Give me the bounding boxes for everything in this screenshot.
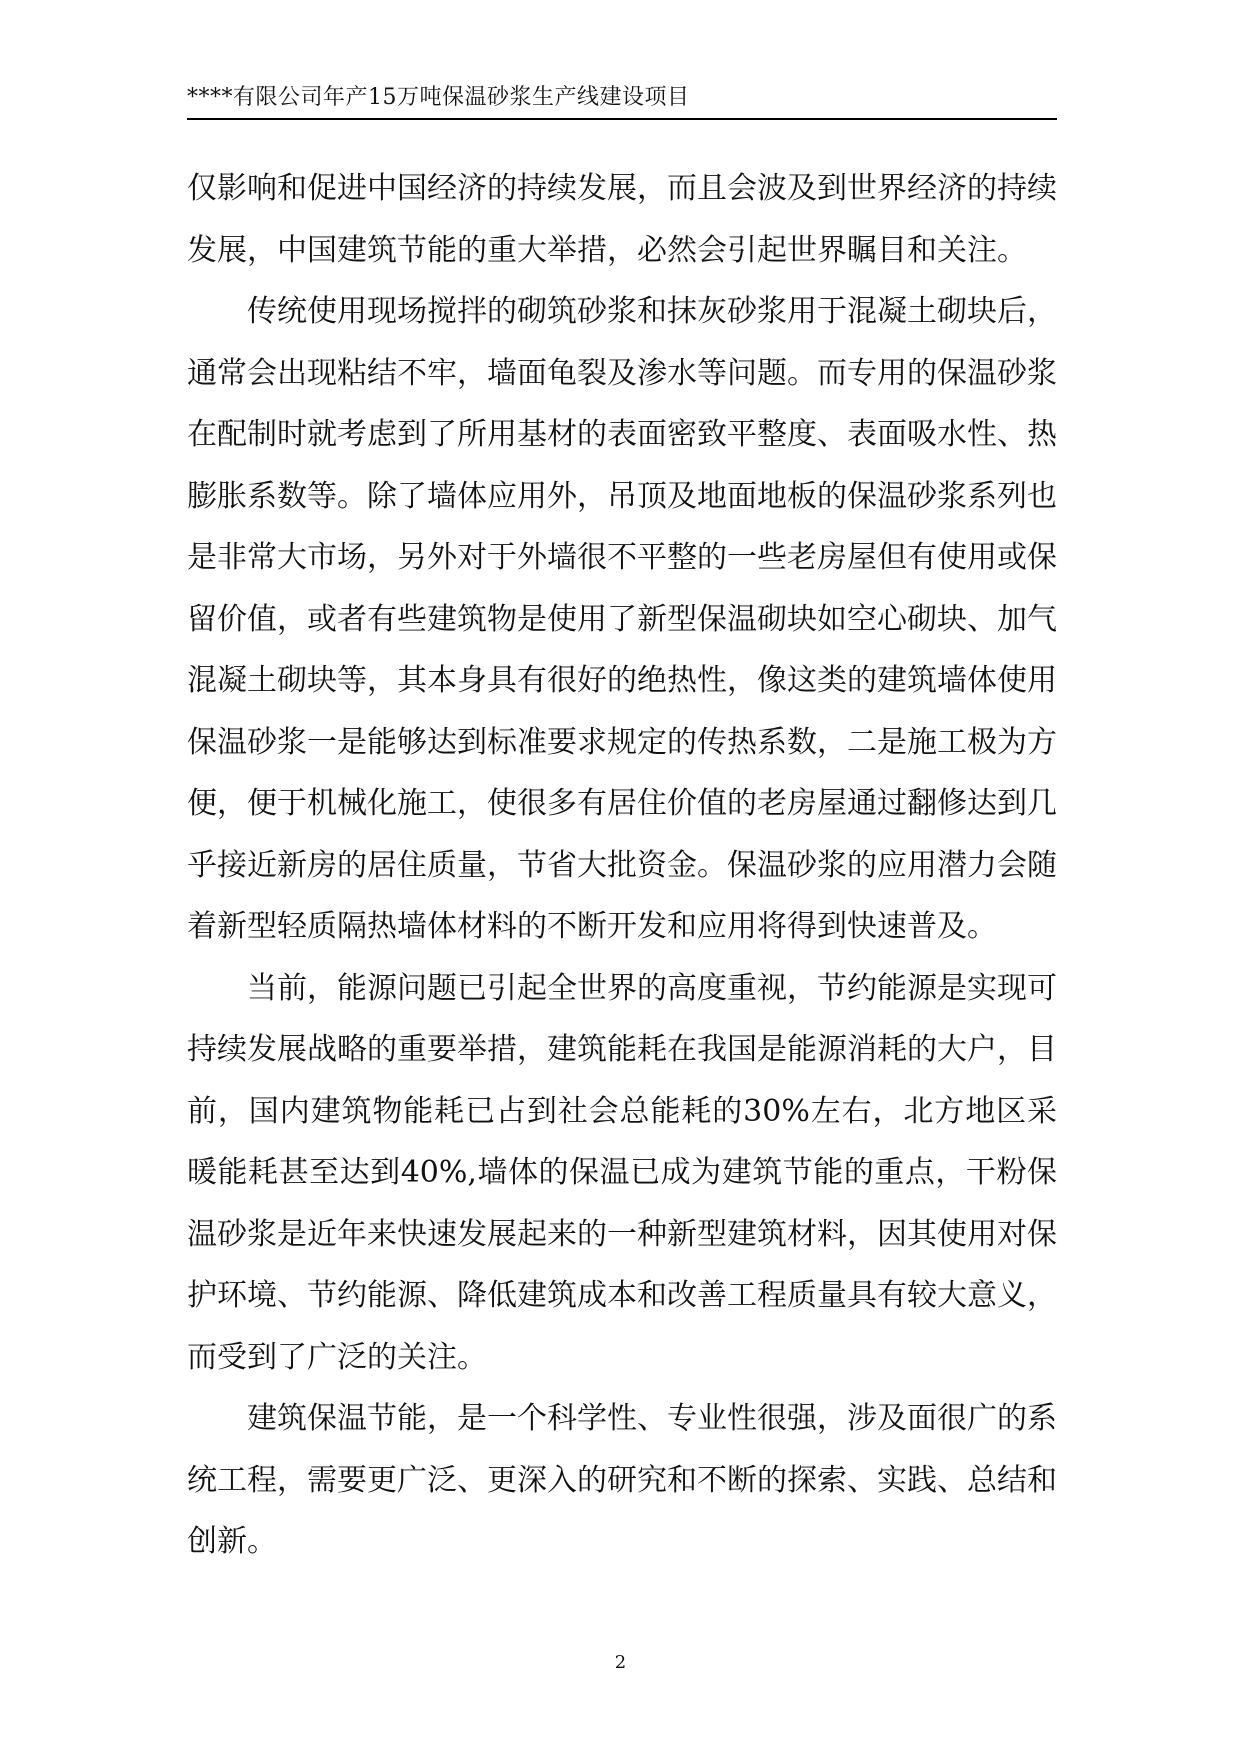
paragraph: 建筑保温节能，是一个科学性、专业性很强，涉及面很广的系统工程，需要更广泛、更深入的研究和不断的探索、实践、总结和创新。 xyxy=(187,1401,1057,1559)
page-number: 2 xyxy=(614,1652,627,1673)
header-divider xyxy=(187,118,1057,120)
paragraph: 当前，能源问题已引起全世界的高度重视，节约能源是实现可持续发展战略的重要举措，建筑能耗在我国是能源消耗的大户，目前，国内建筑物能耗已占到社会总能耗的30%左右，北方地区采暖能耗甚至达到40%,墙体的保温已成为建筑节能的重点，干粉保温砂浆是近年来快速发展起来的一种新型建筑材料，因其使用对保护环境、节约能源、降低建筑成本和改善工程质量具有较大意义，而受到了广泛的关注。 xyxy=(187,970,1057,1375)
paragraph: 仅影响和促进中国经济的持续发展，而且会波及到世界经济的持续发展，中国建筑节能的重大举措，必然会引起世界瞩目和关注。 xyxy=(187,171,1057,268)
running-header: ****有限公司年产15万吨保温砂浆生产线建设项目 xyxy=(187,85,690,110)
document-body xyxy=(187,158,1057,1573)
paragraph: 传统使用现场搅拌的砌筑砂浆和抹灰砂浆用于混凝土砌块后，通常会出现粘结不牢，墙面龟裂及渗水等问题。而专用的保温砂浆在配制时就考虑到了所用基材的表面密致平整度、表面吸水性、热膨胀系数等。除了墙体应用外，吊顶及地面地板的保温砂浆系列也是非常大市场，另外对于外墙很不平整的一些老房屋但有使用或保留价值，或者有些建筑物是使用了新型保温砌块如空心砌块、加气混凝土砌块等，其本身具有很好的绝热性，像这类的建筑墙体使用保温砂浆一是能够达到标准要求规定的传热系数，二是施工极为方便，便于机械化施工，使很多有居住价值的老房屋通过翻修达到几乎接近新房的居住质量，节省大批资金。保温砂浆的应用潜力会随着新型轻质隔热墙体材料的不断开发和应用将得到快速普及。 xyxy=(187,294,1057,944)
